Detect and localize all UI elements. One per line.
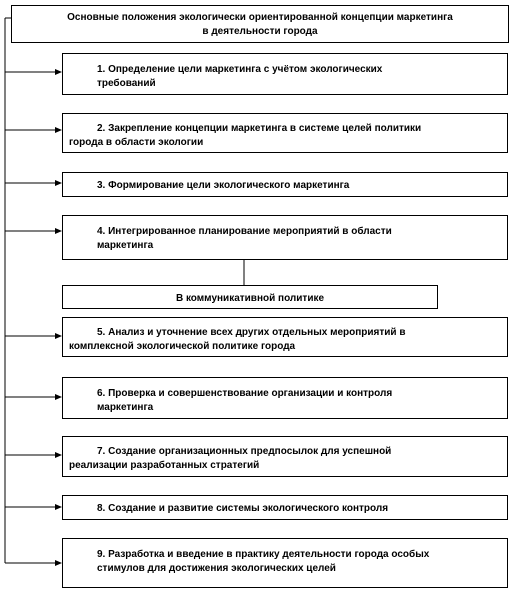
arrowhead-step-4 [55, 228, 62, 234]
arrowhead-step-5 [55, 333, 62, 339]
step-7-line-1: 7. Создание организационных предпосылок для успешной [97, 446, 392, 457]
step-1-line-1: 1. Определение цели маркетинга с учётом экологических [97, 64, 383, 75]
step-3-line-1: 3. Формирование цели экологического маркетинга [97, 180, 350, 191]
step-8-line-1: 8. Создание и развитие системы экологического контроля [97, 503, 389, 514]
step-1-box [62, 53, 508, 95]
subheader-label: В коммуникативной политике [175, 293, 325, 304]
step-4-line-2: маркетинга [97, 240, 154, 251]
arrowhead-step-1 [55, 69, 62, 75]
step-8-box [62, 495, 508, 520]
step-9-box [62, 538, 508, 588]
header-box [11, 5, 509, 43]
step-6-line-1: 6. Проверка и совершенствование организации и контроля [97, 388, 393, 399]
step-2-line-2: города в области экологии [69, 137, 204, 148]
step-5-line-1: 5. Анализ и уточнение всех других отдельных мероприятий в [97, 327, 406, 338]
step-7-line-2: реализации разработанных стратегий [69, 460, 260, 471]
subheader-box [62, 285, 438, 309]
step-5-line-2: комплексной экологической политике города [69, 341, 296, 352]
step-3-box [62, 172, 508, 197]
step-4-box [62, 215, 508, 260]
step-2-box [62, 113, 508, 153]
step-2-line-1: 2. Закрепление концепции маркетинга в системе целей политики [97, 123, 422, 134]
header-line-1: Основные положения экологически ориентированной концепции маркетинга [67, 12, 453, 23]
arrowhead-step-9 [55, 560, 62, 566]
step-4-line-1: 4. Интегрированное планирование мероприятий в области [97, 226, 392, 237]
step-9-line-2: стимулов для достижения экологических целей [97, 563, 336, 574]
step-1-line-2: требований [97, 78, 156, 89]
step-6-line-2: маркетинга [97, 402, 154, 413]
arrowhead-step-6 [55, 394, 62, 400]
step-6-box [62, 377, 508, 419]
arrowhead-step-8 [55, 504, 62, 510]
arrowhead-step-3 [55, 180, 62, 186]
step-5-box [62, 317, 508, 357]
step-9-line-1: 9. Разработка и введение в практику деятельности города особых [97, 549, 430, 560]
header-line-2: в деятельности города [202, 26, 318, 37]
arrowhead-step-7 [55, 452, 62, 458]
step-7-box [62, 436, 508, 477]
arrowhead-step-2 [55, 127, 62, 133]
